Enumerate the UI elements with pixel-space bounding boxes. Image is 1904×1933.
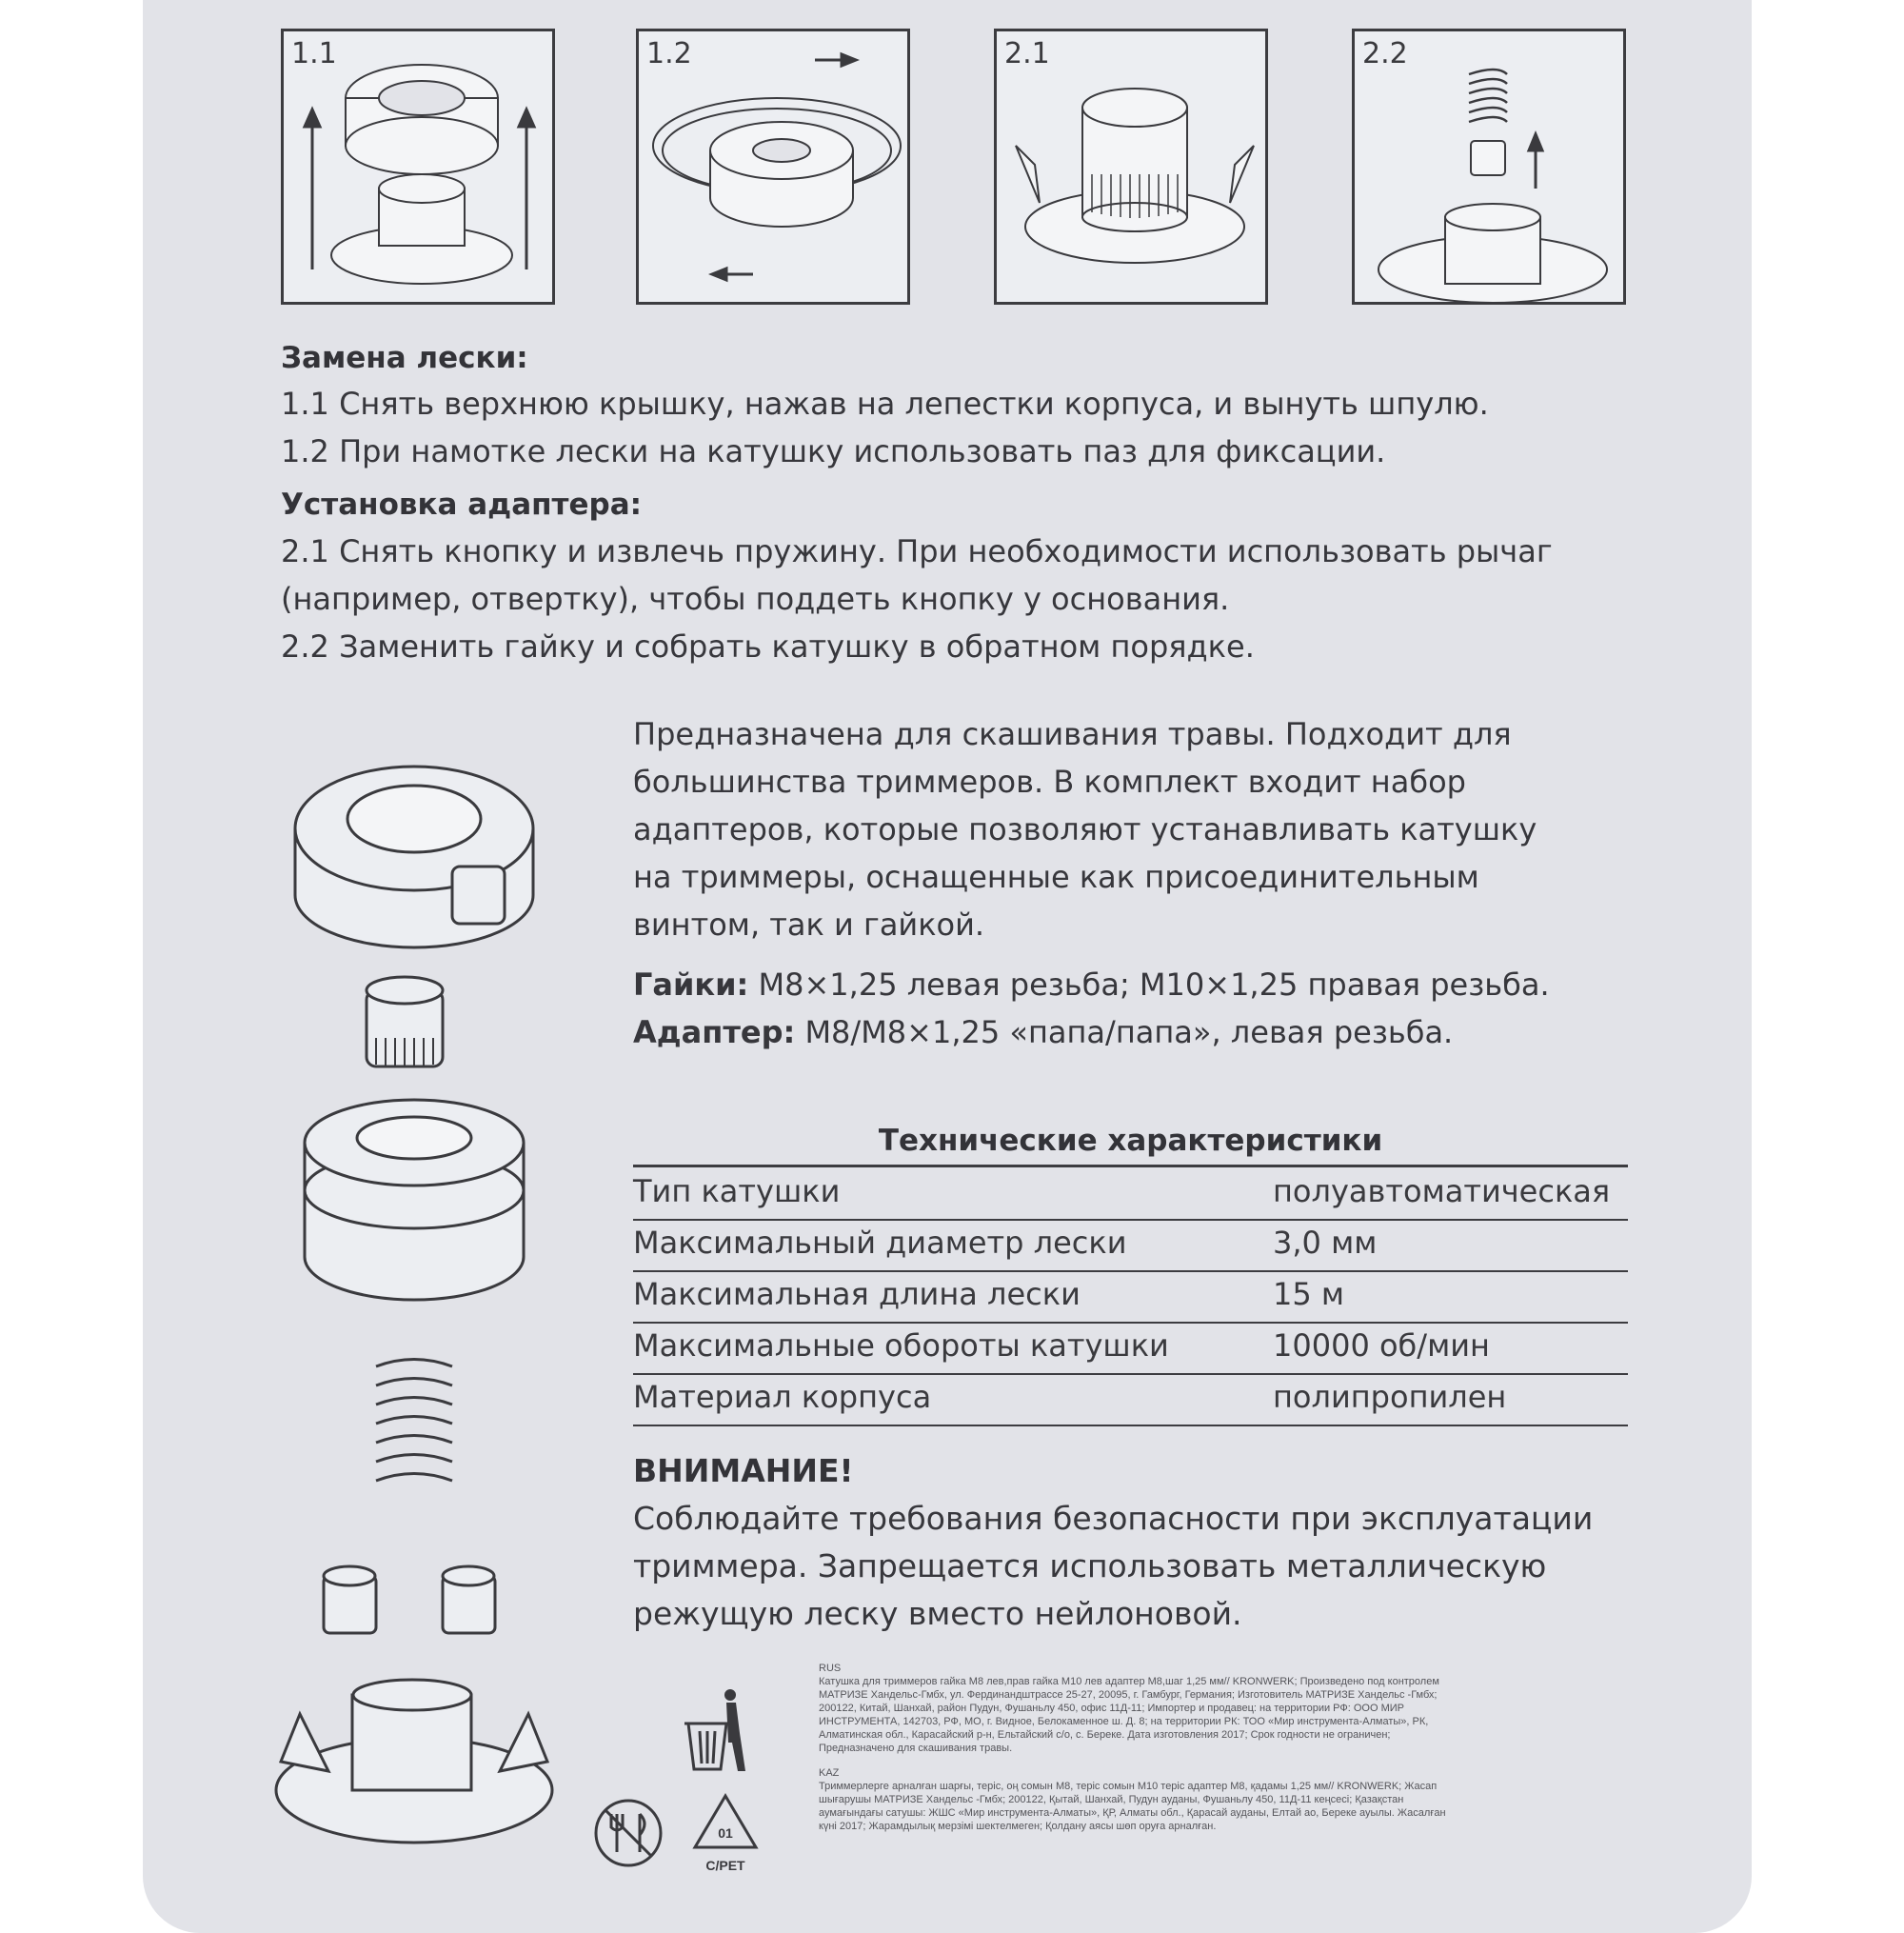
fine-print-rus-tag: RUS (819, 1663, 842, 1674)
table-header-rule (633, 1124, 1628, 1167)
fine-print-rus-text: Катушка для триммеров гайка M8 лев,прав гайка M10 лев адаптер M8,шаг 1,25 мм// KRONWERK; Произведено под контролем МАТРИЗЕ Хандельс-Гмбх, ул. Фердинандштрассе 25-27, 20095, г. Гамбург, Германия; Изготовитель МАТРИЗЕ Хандельс -Гмбх; 200122, Китай, Шанхай, район Пудун, Фушаньлу 450, офис 11Д-11; Импортер и продавец: на территории РФ: ООО МИР ИНСТРУМЕНТА, 142703, РФ, МО, г. Видное, Белокаменное ш. Д. 8; на территории РК: ТОО «Мир инструмента-Алматы», РК, Алматинская обл., Карасайский р-н, Ельтайский с/о, с. Береке. Дата изготовления 2017; Срок годности не ограничен; Предназначено для скашивания травы. (819, 1676, 1439, 1754)
spec-value: полуавтоматическая (1273, 1173, 1611, 1209)
line-winding-illustration (639, 31, 913, 308)
warning-line: режущую леску вместо нейлоновой. (633, 1595, 1242, 1632)
recycle-material: C/PET (705, 1858, 745, 1873)
step-panel-1-2 (636, 29, 910, 305)
spec-value: полипропилен (1273, 1379, 1507, 1415)
fine-print-kaz-tag: KAZ (819, 1767, 840, 1779)
tech-specs-title: Технические характеристики (878, 1124, 1383, 1158)
spec-value: 10000 об/мин (1273, 1327, 1490, 1364)
step-panel-2-1 (994, 29, 1268, 305)
table-row (633, 1373, 1628, 1426)
nuts-value: M8×1,25 левая резьба; M10×1,25 правая резьба. (748, 966, 1550, 1003)
exploded-parts-illustration (271, 733, 557, 1895)
button-removal-illustration (997, 31, 1271, 308)
table-row (633, 1219, 1628, 1272)
warning-line: Соблюдайте требования безопасности при эксплуатации (633, 1500, 1594, 1537)
replace-step-1-1: 1.1 Снять верхнюю крышку, нажав на лепестки корпуса, и вынуть шпулю. (281, 386, 1489, 422)
table-row (633, 1322, 1628, 1375)
not-food-safe-icon (590, 1795, 666, 1871)
fine-print-kaz-text: Триммерлерге арналған шарғы, теріс, оң сомын M8, теріс сомын M10 теріс адаптер M8, қадамы 1,25 мм// KRONWERK; Жасап шығарушы МАТРИЗЕ Хандельс -Гмбх; 200122, Қытай, Шанхай, Пудун ауданы, Фушаньлу 450, 11Д-11 кеңсесі; Қазақстан аумағындағы сатушы: ЖШС «Мир инструмента-Алматы», ҚР, Алматы обл., Қарасай ауданы, Елтай ао, Береке ауылы. Жасалған күні 2017; Жарамдылық мерзімі шектелмеген; Қолдану аясы шөп оруға арналған. (819, 1781, 1446, 1832)
replace-line-heading: Замена лески: (281, 341, 528, 375)
table-row (633, 1270, 1628, 1324)
spec-key: Максимальная длина лески (633, 1276, 1081, 1312)
spec-value: 3,0 мм (1273, 1225, 1378, 1261)
description-line: Предназначена для скашивания травы. Подходит для (633, 716, 1512, 752)
nuts-spec (633, 966, 1550, 1003)
step-label: 2.1 (1004, 37, 1050, 70)
nut-replacement-illustration (1355, 31, 1629, 308)
step-panel-1-1 (281, 29, 555, 305)
step-label: 2.2 (1362, 37, 1408, 70)
trash-disposal-icon (681, 1685, 747, 1776)
spool-removal-illustration (284, 31, 558, 308)
step-label: 1.1 (291, 37, 337, 70)
fine-print-kaz (819, 1766, 1457, 1833)
replace-step-1-2: 1.2 При намотке лески на катушку использовать паз для фиксации. (281, 433, 1386, 469)
spec-value: 15 м (1273, 1276, 1345, 1312)
adapter-install-heading: Установка адаптера: (281, 488, 643, 522)
recycle-code: 01 (718, 1825, 733, 1841)
spec-key: Максимальный диаметр лески (633, 1225, 1127, 1261)
warning-line: триммера. Запрещается использовать металлическую (633, 1547, 1547, 1584)
adapter-step-2-1-line2: (например, отвертку), чтобы поддеть кнопку у основания. (281, 581, 1230, 617)
adapter-step-2-1-line1: 2.1 Снять кнопку и извлечь пружину. При необходимости использовать рычаг (281, 533, 1553, 569)
adapter-step-2-2: 2.2 Заменить гайку и собрать катушку в обратном порядке. (281, 628, 1255, 665)
step-label: 1.2 (646, 37, 692, 70)
spec-key: Тип катушки (633, 1173, 841, 1209)
fine-print-rus (819, 1662, 1457, 1755)
adapter-label: Адаптер: (633, 1014, 796, 1050)
warning-heading: ВНИМАНИЕ! (633, 1452, 854, 1489)
description-line: винтом, так и гайкой. (633, 907, 985, 943)
description-line: на триммеры, оснащенные как присоединительным (633, 859, 1479, 895)
recycling-icon (687, 1788, 764, 1879)
adapter-value: M8/M8×1,25 «папа/папа», левая резьба. (795, 1014, 1454, 1050)
spec-key: Максимальные обороты катушки (633, 1327, 1169, 1364)
description-line: большинства триммеров. В комплект входит набор (633, 764, 1466, 800)
table-row (633, 1167, 1628, 1221)
nuts-label: Гайки: (633, 966, 749, 1003)
adapter-spec (633, 1014, 1453, 1050)
step-panel-2-2 (1352, 29, 1626, 305)
spec-key: Материал корпуса (633, 1379, 932, 1415)
description-line: адаптеров, которые позволяют устанавливать катушку (633, 811, 1537, 847)
